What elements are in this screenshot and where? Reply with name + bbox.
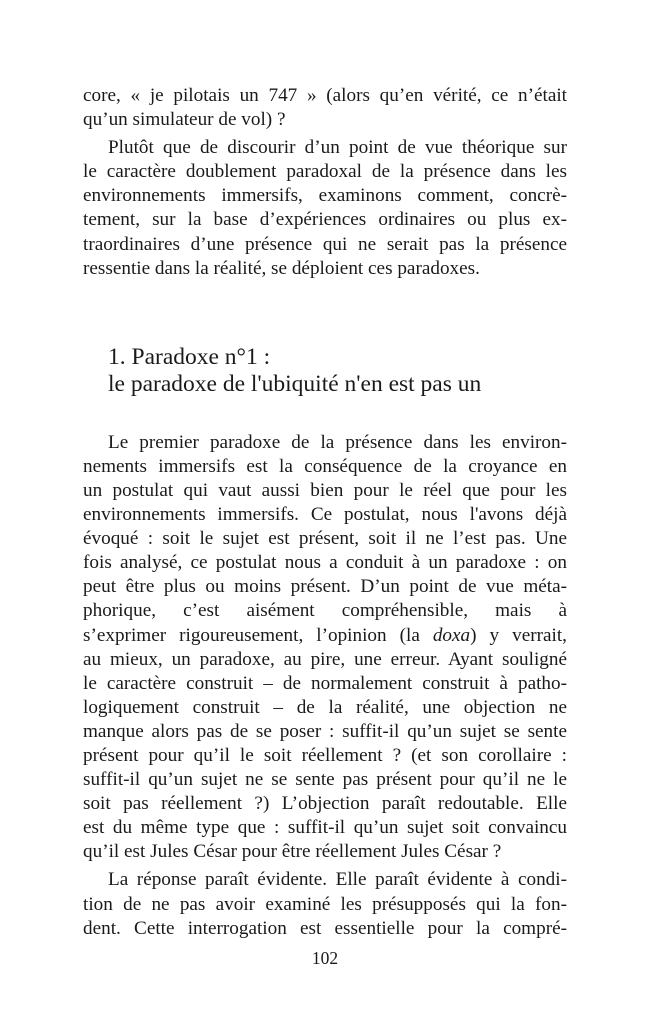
text-line: environnements immersifs. Ce postulat, nous l'avons déjà: [83, 504, 567, 526]
paragraph-intro: [83, 136, 567, 281]
text-line: Le premier paradoxe de la présence dans les environ-: [108, 431, 567, 453]
text-line: logiquement construit – de la réalité, une objection ne: [83, 696, 567, 718]
text-line: est du même type que : suffit-il qu’un sujet soit convaincu: [83, 817, 567, 839]
text-line: nements immersifs est la conséquence de la croyance en: [83, 455, 567, 477]
section-heading: [83, 344, 567, 398]
text-line: le caractère construit – de normalement construit à patho-: [83, 672, 567, 694]
text-line: environnements immersifs, examinons comment, concrè-: [83, 185, 567, 207]
section-heading-title: le paradoxe de l'ubiquité n'en est pas un: [108, 370, 482, 397]
text-line: le caractère doublement paradoxal de la présence dans les: [83, 161, 567, 183]
text-line: ressentie dans la réalité, se déploient ces paradoxes.: [83, 257, 480, 279]
text-segment: ) y verrait,: [470, 624, 567, 646]
text-line: suffit-il qu’un sujet ne se sente pas présent pour qu’il ne le: [83, 769, 567, 791]
text-segment: s’exprimer rigoureusement, l’opinion (la: [83, 624, 433, 646]
text-line: un postulat qui vaut aussi bien pour le réel que pour les: [83, 479, 567, 501]
text-line: traordinaires d’une présence qui ne serait pas la présence: [83, 233, 567, 255]
book-page: [83, 84, 567, 941]
text-line: présent pour qu’il le soit réellement ? (et son corollaire :: [83, 744, 567, 766]
text-line: tement, sur la base d’expériences ordinaires ou plus ex-: [83, 209, 567, 231]
text-line: Plutôt que de discourir d’un point de vue théorique sur: [108, 137, 567, 159]
paragraph-continued: [83, 84, 567, 132]
text-line: au mieux, un paradoxe, au pire, une erreur. Ayant souligné: [83, 648, 567, 670]
section-spacing: [83, 398, 567, 431]
text-line: évoqué : soit le sujet est présent, soit il ne l’est pas. Une: [83, 528, 567, 550]
text-line: La réponse paraît évidente. Elle paraît évidente à condi-: [108, 869, 567, 891]
text-line: qu’un simulateur de vol) ?: [83, 109, 286, 131]
italic-term-doxa: doxa: [432, 624, 471, 646]
section-spacing: [83, 281, 567, 344]
text-line: peut être plus ou moins présent. D’un point de vue méta-: [83, 576, 567, 598]
text-line: dent. Cette interrogation est essentielle pour la compré-: [83, 917, 567, 939]
page-number: 102: [311, 948, 339, 968]
text-line: qu’il est Jules César pour être réellement Jules César ?: [83, 841, 502, 863]
paragraph-ubiquity: [83, 431, 567, 865]
text-line-with-italic: [83, 624, 567, 648]
paragraph-response: [83, 868, 567, 940]
text-line: core, « je pilotais un 747 » (alors qu’en vérité, ce n’était: [83, 85, 567, 106]
text-line: tion de ne pas avoir examiné les présupposés qui la fon-: [83, 893, 567, 915]
text-line: manque alors pas de se poser : suffit-il qu’un sujet se sente: [83, 720, 567, 742]
text-line: phorique, c’est aisément compréhensible, mais à: [83, 600, 567, 622]
text-line: fois analysé, ce postulat nous a conduit à un paradoxe : on: [83, 552, 567, 574]
section-heading-number: 1. Paradoxe n°1 :: [108, 343, 271, 370]
text-line: soit pas réellement ?) L’objection paraît redoutable. Elle: [83, 793, 567, 815]
